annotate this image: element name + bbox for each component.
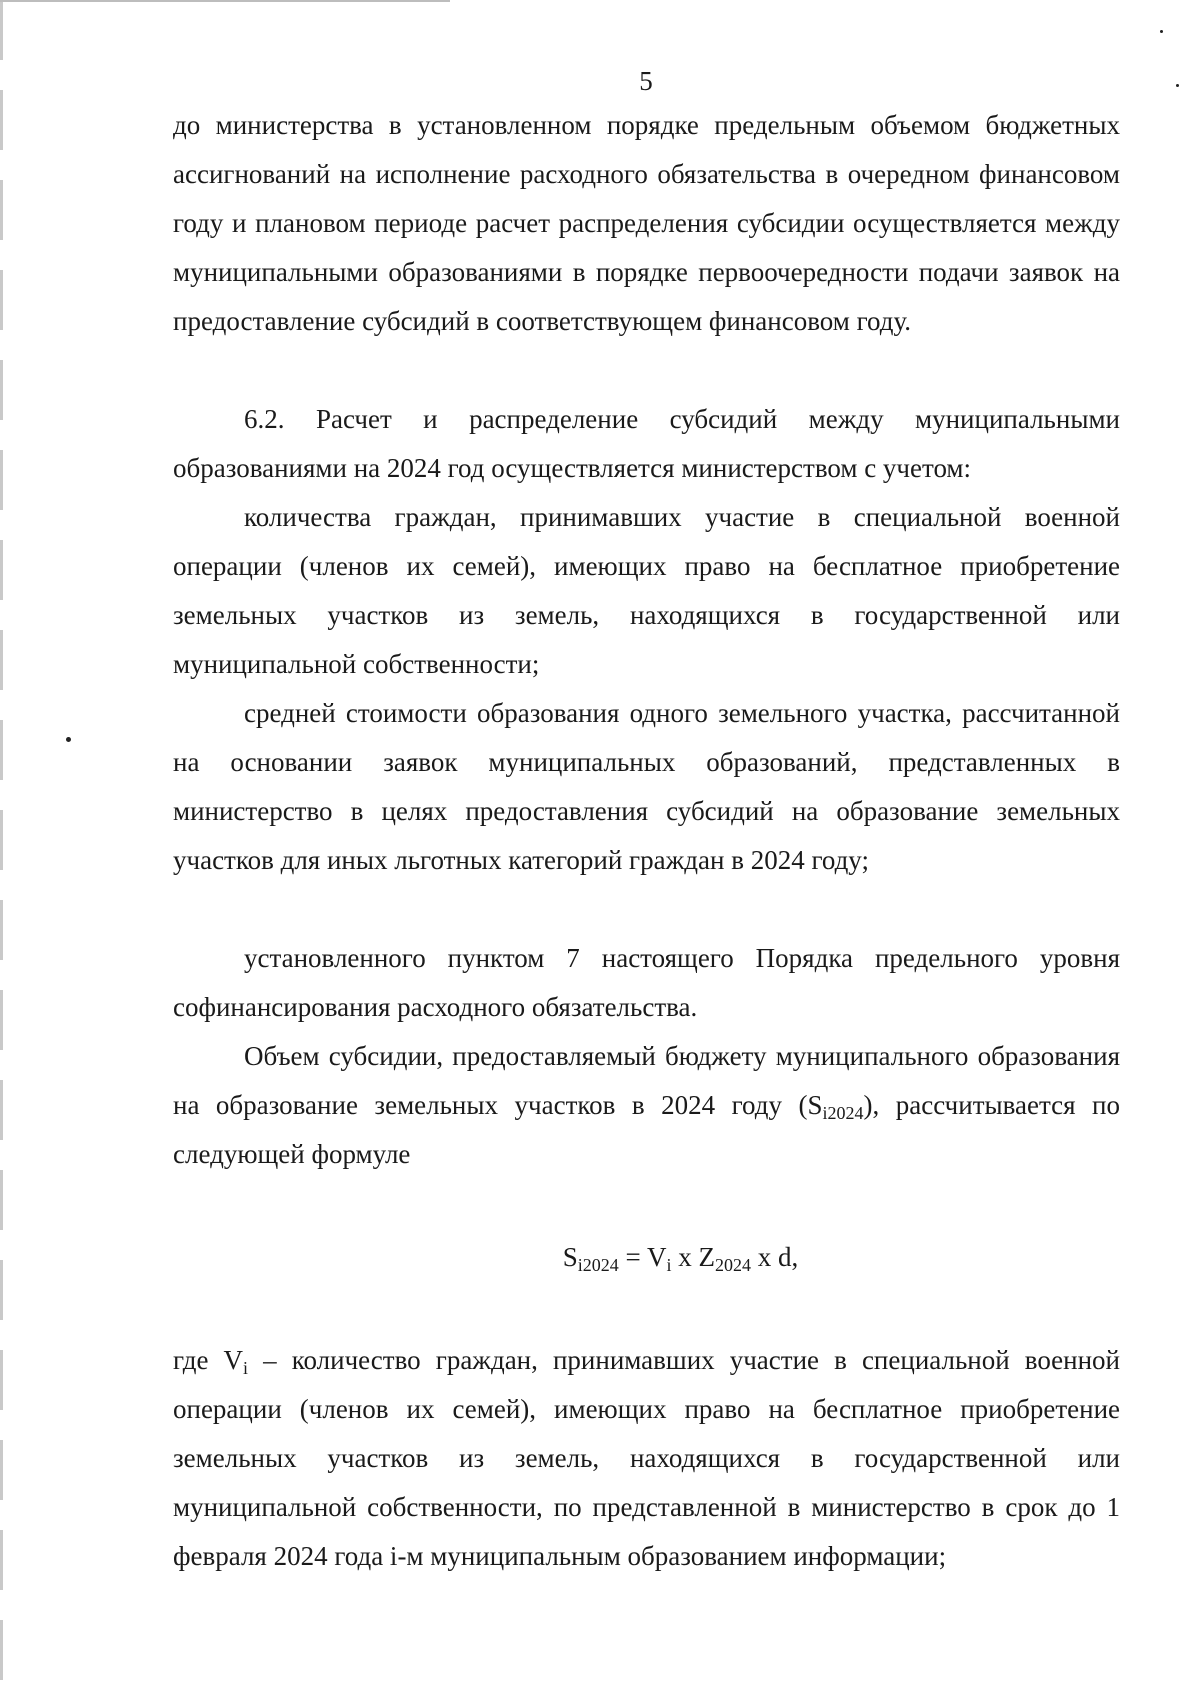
formula-tail: x d,	[751, 1242, 799, 1272]
paragraph-6-2: 6.2. Расчет и распределение субсидий между муниципальными образованиями на 2024 год осуществляется министерством с учетом:	[173, 404, 1120, 483]
definition-subscript: i	[243, 1358, 249, 1378]
paragraph-definition-vi	[173, 1336, 1120, 1581]
paragraph-citizens-count: количества граждан, принимавших участие в специальной военной операции (членов их семей), имеющих право на бесплатное приобретение земельных участков из земель, находящихся в государственной или муниципальной собственности;	[173, 502, 1120, 679]
scan-speck	[1160, 30, 1163, 33]
formula-v-subscript: i	[666, 1255, 672, 1275]
paragraph-average-cost: средней стоимости образования одного земельного участка, рассчитанной на основании заявок муниципальных образований, представленных в министерство в целях предоставления субсидий на образование земельных участков для иных льготных категорий граждан в 2024 году;	[173, 698, 1120, 875]
formula-equals-v: = V	[618, 1242, 667, 1272]
subsidy-text-start: Объем субсидии, предоставляемый бюджету муниципального образования на образование земельных участков в 2024 году (S	[173, 1041, 1120, 1120]
scan-speck	[1176, 84, 1179, 87]
subsidy-subscript: i2024	[822, 1103, 864, 1123]
formula-times-z: x Z	[671, 1242, 716, 1272]
paragraph-continuation: до министерства в установленном порядке предельным объемом бюджетных ассигнований на исполнение расходного обязательства в очередном финансовом году и плановом периоде расчет распределения субсидии осуществляется между муниципальными образованиями в порядке первоочередности подачи заявок на предоставление субсидий в соответствующем финансовом году.	[173, 110, 1120, 336]
formula-s-subscript: i2024	[577, 1255, 619, 1275]
scan-edge-artifact	[0, 0, 3, 1707]
paragraph-subsidy-volume	[173, 1032, 1120, 1179]
paragraph-cofinancing-level: установленного пунктом 7 настоящего Порядка предельного уровня софинансирования расходного обязательства.	[173, 943, 1120, 1022]
definition-text-end: – количество граждан, принимавших участие в специальной военной операции (членов их семей), имеющих право на бесплатное приобретение земельных участков из земель, находящихся в государственной или муниципальной собственности, по представленной в министерство в срок до 1 февраля 2024 года i-м муниципальным образованием информации;	[173, 1345, 1120, 1571]
page-number: 5	[639, 66, 653, 96]
formula-z-subscript: 2024	[715, 1255, 752, 1275]
scan-speck	[66, 737, 71, 742]
formula-s: S	[562, 1242, 578, 1272]
subsidy-formula	[0, 1237, 1200, 1277]
scan-edge-artifact-top	[0, 0, 450, 2]
subsidy-text-end: ), рассчитывается по следующей формуле	[173, 1090, 1120, 1169]
definition-text-start: где V	[173, 1345, 244, 1375]
